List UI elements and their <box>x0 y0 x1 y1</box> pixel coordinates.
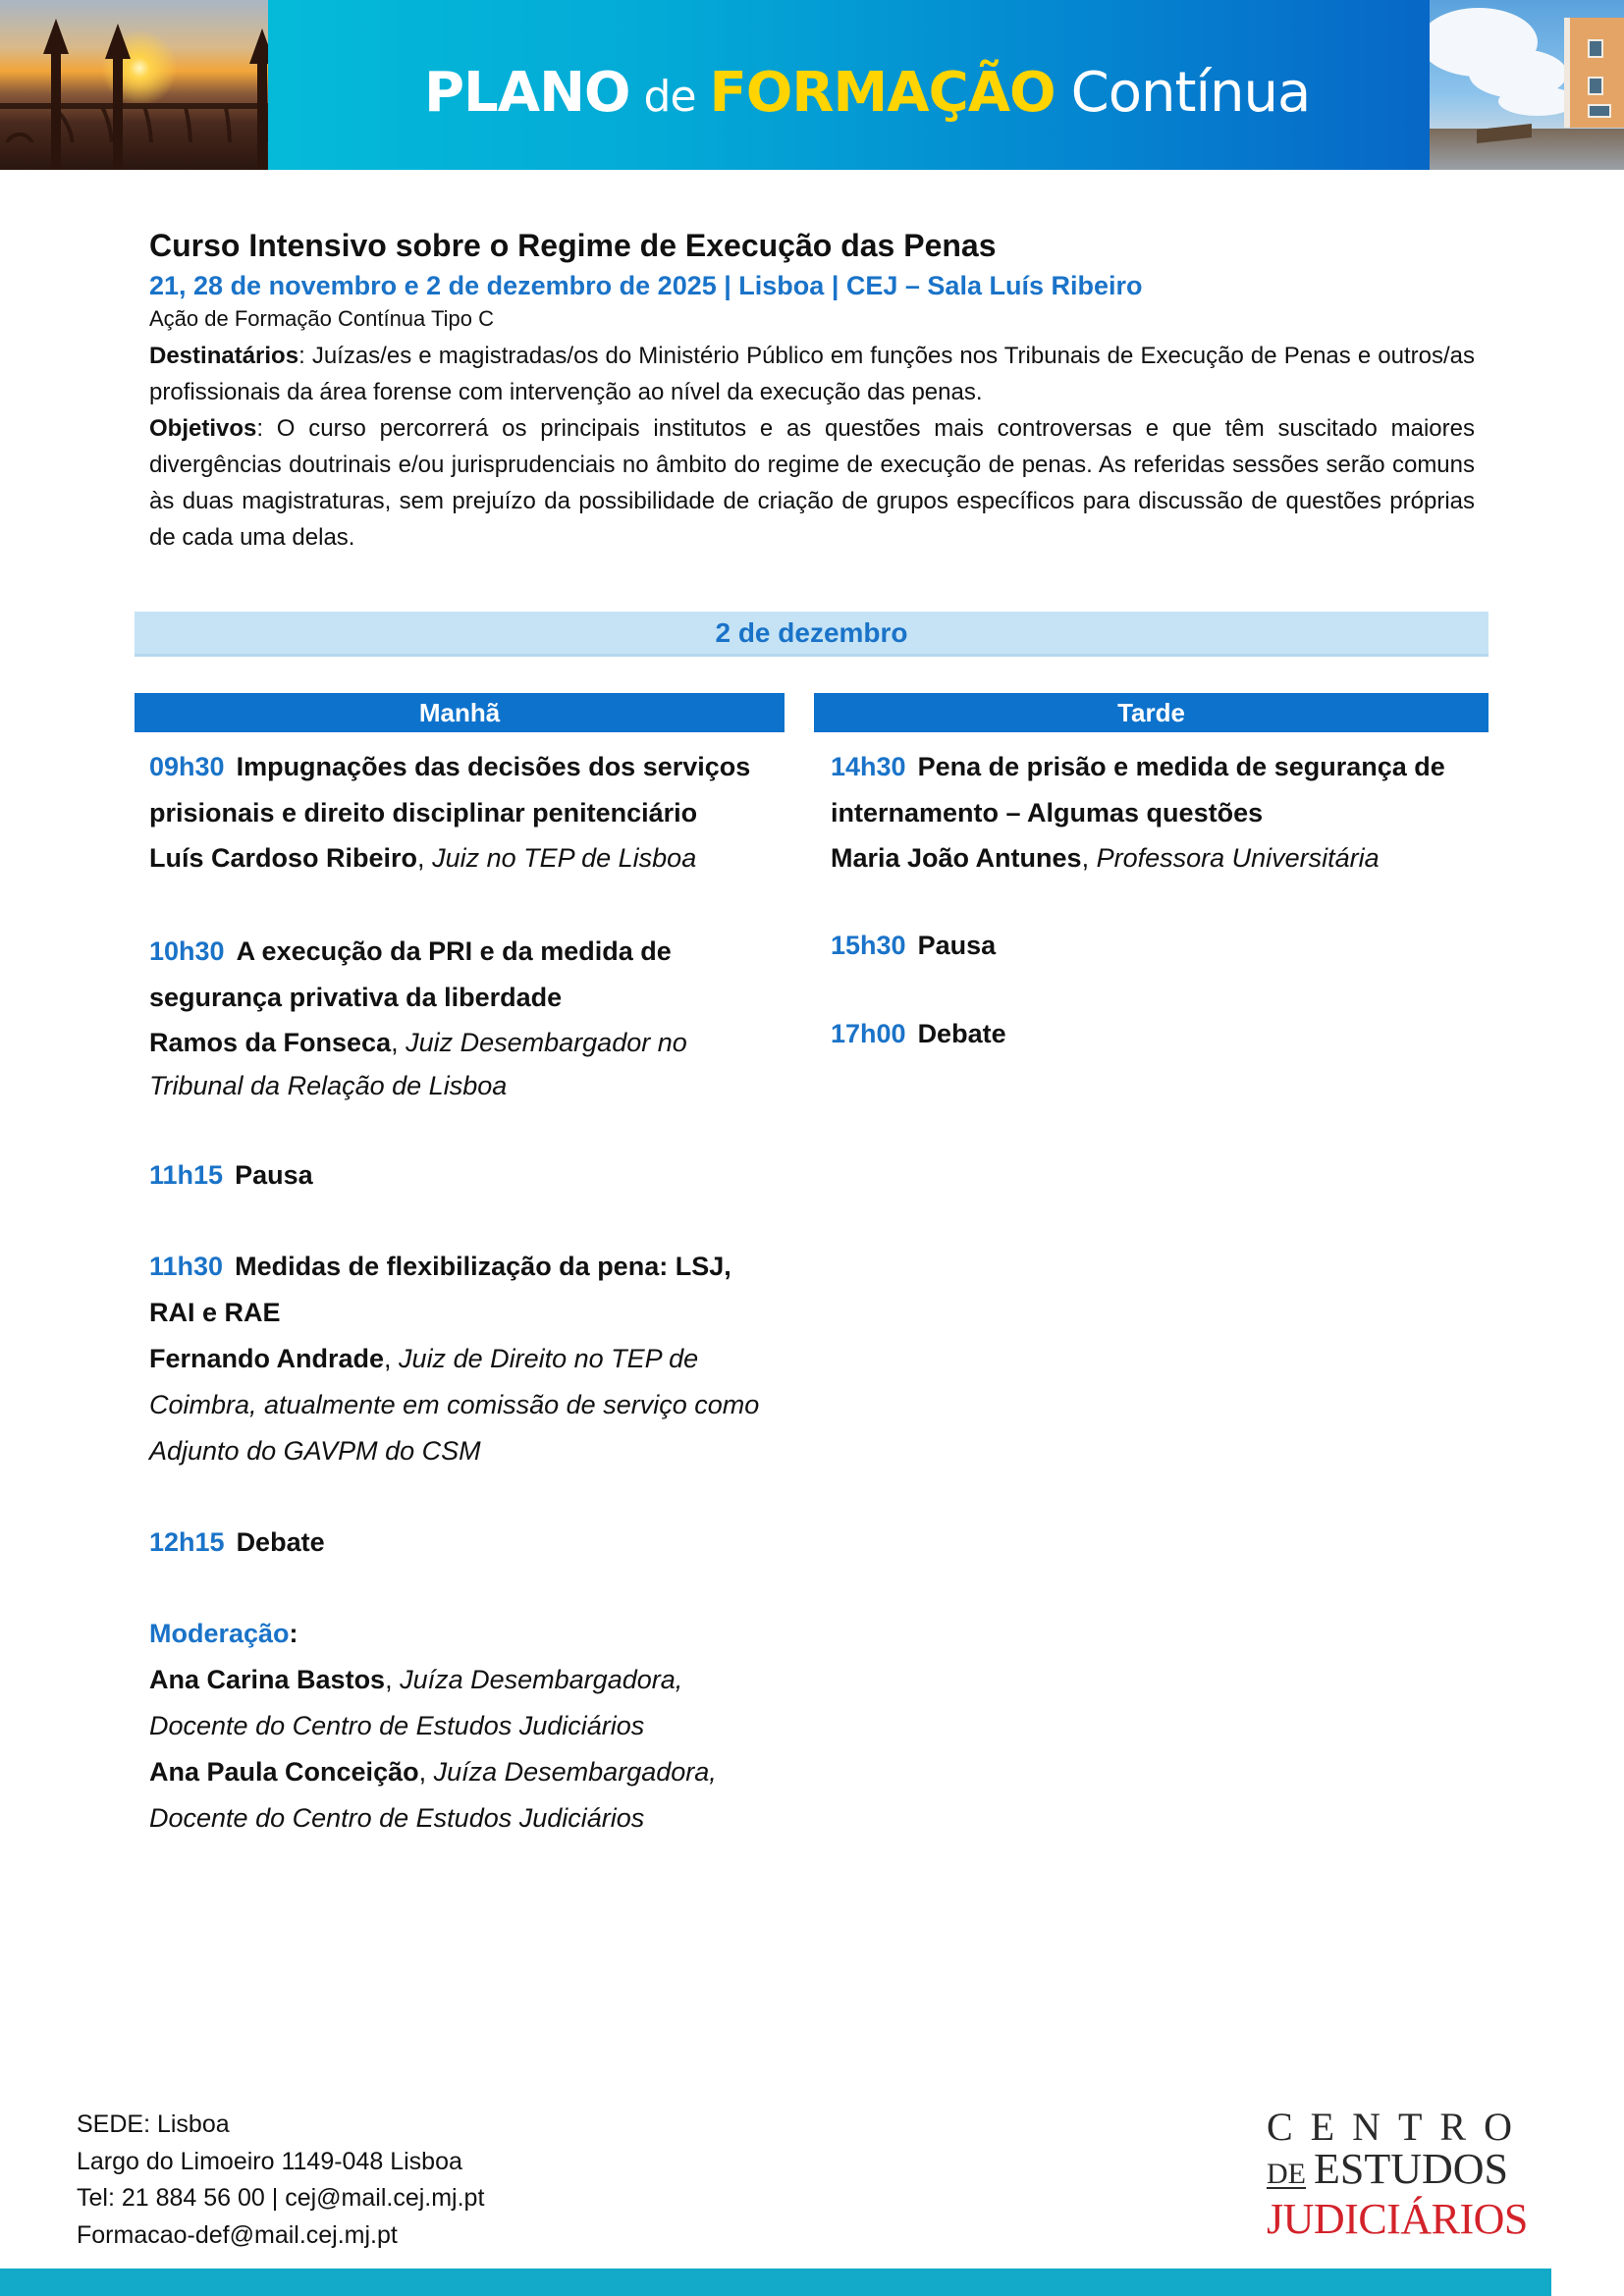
logo-line-judiciarios: JUDICIÁRIOS <box>1267 2195 1528 2243</box>
window-decoration <box>1588 77 1603 95</box>
session-time: 12h15 <box>149 1527 225 1557</box>
session-item <box>831 923 1489 969</box>
speaker-role: Juiz Desembargador no Tribunal da Relação de Lisboa <box>149 1028 687 1100</box>
contact-seat: SEDE: Lisboa <box>77 2110 230 2138</box>
footer-bar <box>0 2269 1551 2296</box>
banner-title-continua: Contínua <box>1070 61 1311 125</box>
objectives-text: : O curso percorrerá os principais institutos e as questões mais controversas e que têm suscitado maiores divergências doutrinais e/ou jurisprudenciais no âmbito do regime de execução de penas. As referidas sessões serão comuns às duas magistraturas, sem prejuízo da possibilidade de criação de grupos específicos para discussão de questões próprias de cada uma delas. <box>149 415 1475 551</box>
spacer <box>149 880 778 929</box>
course-intro <box>149 224 1475 556</box>
objectives-label: Objetivos <box>149 415 257 442</box>
course-title: Curso Intensivo sobre o Regime de Execução das Penas <box>149 228 997 263</box>
logo-estudos-word: ESTUDOS <box>1314 2145 1509 2193</box>
spacer <box>831 969 1489 1011</box>
recipients-label: Destinatários <box>149 343 299 369</box>
session-time: 10h30 <box>149 936 225 966</box>
session-topic: Debate <box>236 1527 325 1557</box>
window-decoration <box>1588 39 1603 58</box>
session-time: 15h30 <box>831 931 906 960</box>
speaker-name: Ramos da Fonseca <box>149 1028 392 1057</box>
session-topic: Pena de prisão e medida de segurança de internamento – Algumas questões <box>831 752 1445 828</box>
moderator-role: Juíza Desembargadora, Docente do Centro de Estudos Judiciários <box>149 1665 683 1740</box>
course-dates-location: 21, 28 de novembro e 2 de dezembro de 2025 | Lisboa | CEJ – Sala Luís Ribeiro <box>149 271 1143 300</box>
sunset-gate-photo <box>0 0 268 170</box>
cej-logo <box>1267 2107 1551 2243</box>
speaker-role: Professora Universitária <box>1096 843 1380 873</box>
contact-info <box>77 2107 484 2254</box>
speaker-role: Juiz de Direito no TEP de Coimbra, atualmente em comissão de serviço como Adjunto do GAVPM do CSM <box>149 1344 760 1466</box>
logo-de: DE <box>1267 2158 1306 2190</box>
speaker-role: Juiz no TEP de Lisboa <box>432 843 697 873</box>
course-type: Ação de Formação Contínua Tipo C <box>149 306 494 331</box>
banner-title-plano: PLANO <box>424 61 630 125</box>
recipients-text: : Juízas/es e magistradas/os do Ministério Público em funções nos Tribunais de Execução de Penas e outros/as profissionais da área forense com intervenção ao nível da execução das penas. <box>149 343 1475 405</box>
session-topic: Debate <box>917 1019 1006 1048</box>
speaker-name: Luís Cardoso Ribeiro <box>149 843 418 873</box>
session-time: 11h30 <box>149 1252 224 1281</box>
session-item: 09h30 Impugnações das decisões dos serviços prisionais e direito disciplinar penitenciário Luís Cardoso Ribeiro, Juiz no TEP de Lisboa <box>149 752 751 873</box>
window-decoration <box>1588 104 1611 118</box>
session-time: 09h30 <box>149 752 225 781</box>
speaker-name: Maria João Antunes <box>831 843 1082 873</box>
moderation-colon: : <box>289 1619 298 1648</box>
speaker-name: Fernando Andrade <box>149 1344 385 1373</box>
moderator-role: Juíza Desembargadora, Docente do Centro de Estudos Judiciários <box>149 1757 717 1833</box>
banner-title-de: de <box>643 72 696 122</box>
spacer <box>831 880 1489 923</box>
building-decoration <box>1564 18 1624 128</box>
morning-column <box>149 744 778 1842</box>
session-topic: Pausa <box>235 1160 313 1190</box>
spacer <box>149 1474 778 1520</box>
session-topic: Medidas de flexibilização da pena: LSJ, RAI e RAE <box>149 1252 731 1327</box>
day-label: 2 de dezembro <box>715 616 908 648</box>
moderation-block: Moderação: Ana Carina Bastos, Juíza Desembargadora, Docente do Centro de Estudos Judiciários Ana Paula Conceição, Juíza Desembargadora, Docente do Centro de Estudos Judiciários <box>149 1619 717 1833</box>
building-photo <box>1430 0 1624 170</box>
session-topic: Pausa <box>917 931 997 960</box>
session-item: 14h30 Pena de prisão e medida de segurança de internamento – Algumas questões Maria João Antunes, Professora Universitária <box>831 752 1445 873</box>
logo-line-centro: CENTRO <box>1267 2105 1530 2149</box>
objectives-paragraph <box>149 410 1475 556</box>
spacer <box>149 1107 778 1152</box>
session-time: 17h00 <box>831 1019 906 1048</box>
session-topic: A execução da PRI e da medida de segurança privativa da liberdade <box>149 936 672 1012</box>
moderator-name: Ana Carina Bastos <box>149 1665 386 1694</box>
banner-title <box>424 59 1310 132</box>
morning-header-label: Manhã <box>418 697 501 727</box>
moderation-label: Moderação <box>149 1619 290 1648</box>
contact-training-email: Formacao-def@mail.cej.mj.pt <box>77 2220 398 2249</box>
afternoon-header-label: Tarde <box>1117 697 1185 727</box>
spacer <box>149 1566 778 1611</box>
morning-header <box>135 693 785 732</box>
afternoon-header <box>814 693 1489 732</box>
session-item: 11h30 Medidas de flexibilização da pena: LSJ, RAI e RAE Fernando Andrade, Juiz de Direito no TEP de Coimbra, atualmente em comissão de serviço como Adjunto do GAVPM do CSM <box>149 1252 760 1466</box>
session-time: 11h15 <box>149 1160 224 1190</box>
day-header <box>135 612 1489 657</box>
session-time: 14h30 <box>831 752 906 781</box>
banner-title-formacao: FORMAÇÃO <box>709 61 1056 125</box>
session-item: 10h30 A execução da PRI e da medida de segurança privativa da liberdade Ramos da Fonseca, Juiz Desembargador no Tribunal da Relação de Lisboa <box>149 936 687 1100</box>
session-item <box>831 1011 1489 1057</box>
session-topic: Impugnações das decisões dos serviços prisionais e direito disciplinar penitenciário <box>149 752 751 828</box>
gate-rail-decoration <box>0 103 268 142</box>
header-banner <box>0 0 1624 170</box>
recipients-paragraph <box>149 338 1475 410</box>
spacer <box>149 1199 778 1244</box>
session-item <box>149 1152 778 1199</box>
logo-line-estudos <box>1267 2145 1551 2196</box>
afternoon-column <box>831 744 1489 1057</box>
banner-title-area <box>268 0 1430 170</box>
session-item <box>149 1520 778 1566</box>
contact-phone-email: Tel: 21 884 56 00 | cej@mail.cej.mj.pt <box>77 2184 485 2212</box>
contact-address: Largo do Limoeiro 1149-048 Lisboa <box>77 2147 462 2175</box>
moderator-name: Ana Paula Conceição <box>149 1757 419 1787</box>
